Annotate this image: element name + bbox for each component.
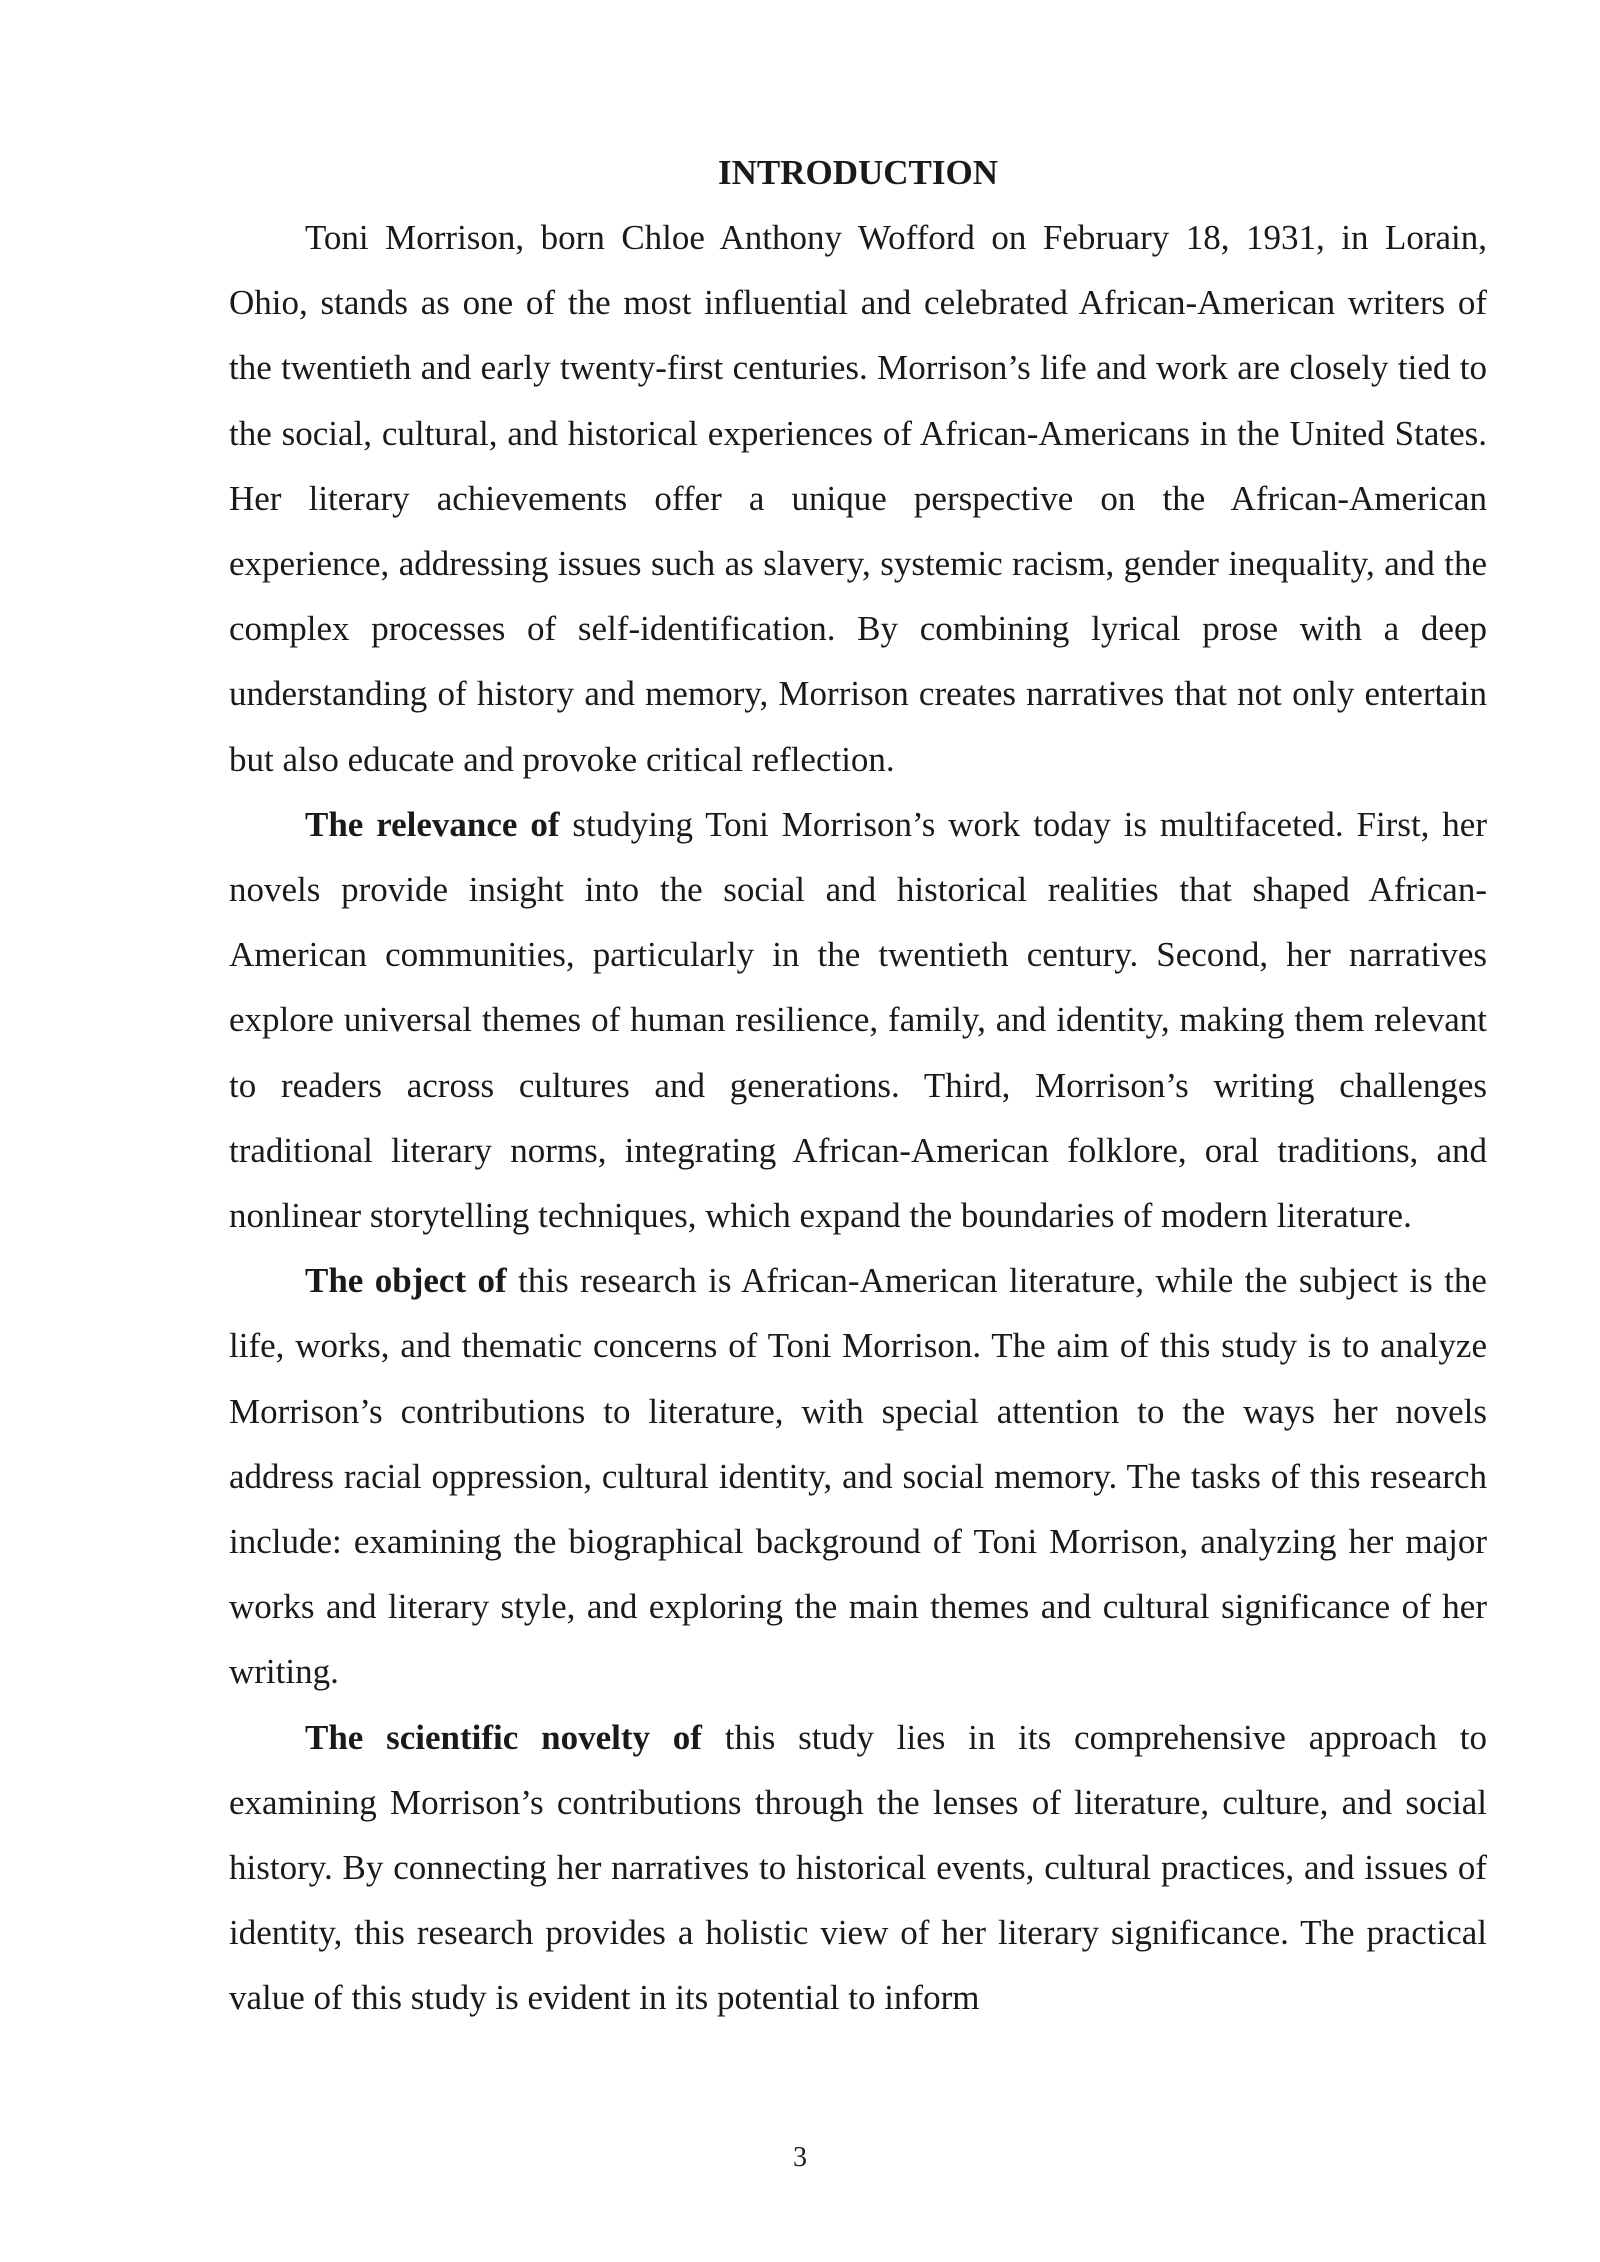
paragraph-relevance — [229, 792, 1487, 1248]
section-heading: INTRODUCTION — [717, 153, 999, 192]
paragraph-text: this research is African-American literature, while the subject is the life, works, and thematic concerns of Toni Morrison. The aim of this study is to analyze Morrison’s contributions to literature, with special attention to the ways her novels address racial oppression, cultural identity, and social memory. The tasks of this research include: examining the biographical background of Toni Morrison, analyzing her major works and literary style, and exploring the main themes and cultural significance of her writing. — [229, 1261, 1487, 1692]
paragraph-text: Toni Morrison, born Chloe Anthony Wofford on February 18, 1931, in Lorain, Ohio, stands as one of the most influential and celebrated African-American writers of the twentieth and early twenty-first centuries. Morrison’s life and work are closely tied to the social, cultural, and historical experiences of African-Americans in the United States. Her literary achievements offer a unique perspective on the African-American experience, addressing issues such as slavery, systemic racism, gender inequality, and the complex processes of self-identification. By combining lyrical prose with a deep understanding of history and memory, Morrison creates narratives that not only entertain but also educate and provoke critical reflection. — [229, 218, 1487, 779]
paragraph-text: this study lies in its comprehensive approach to examining Morrison’s contributions through the lenses of literature, culture, and social history. By connecting her narratives to historical events, cultural practices, and issues of identity, this research provides a holistic view of her literary significance. The practical value of this study is evident in its potential to inform — [229, 1717, 1487, 2018]
paragraph-intro — [229, 205, 1487, 792]
paragraph-novelty — [229, 1705, 1487, 2031]
paragraph-lead: The scientific novelty of — [305, 1717, 702, 1757]
paragraph-object — [229, 1248, 1487, 1704]
paragraph-text: studying Toni Morrison’s work today is multifaceted. First, her novels provide insight into the social and historical realities that shaped African-American communities, particularly in the twentieth century. Second, her narratives explore universal themes of human resilience, family, and identity, making them relevant to readers across cultures and generations. Third, Morrison’s writing challenges traditional literary norms, integrating African-American folklore, oral traditions, and nonlinear storytelling techniques, which expand the boundaries of modern literature. — [229, 804, 1487, 1236]
paragraph-lead: The object of — [305, 1261, 507, 1301]
paragraph-lead: The relevance of — [305, 804, 560, 844]
document-page — [229, 140, 1487, 2031]
page-number: 3 — [793, 2142, 807, 2173]
